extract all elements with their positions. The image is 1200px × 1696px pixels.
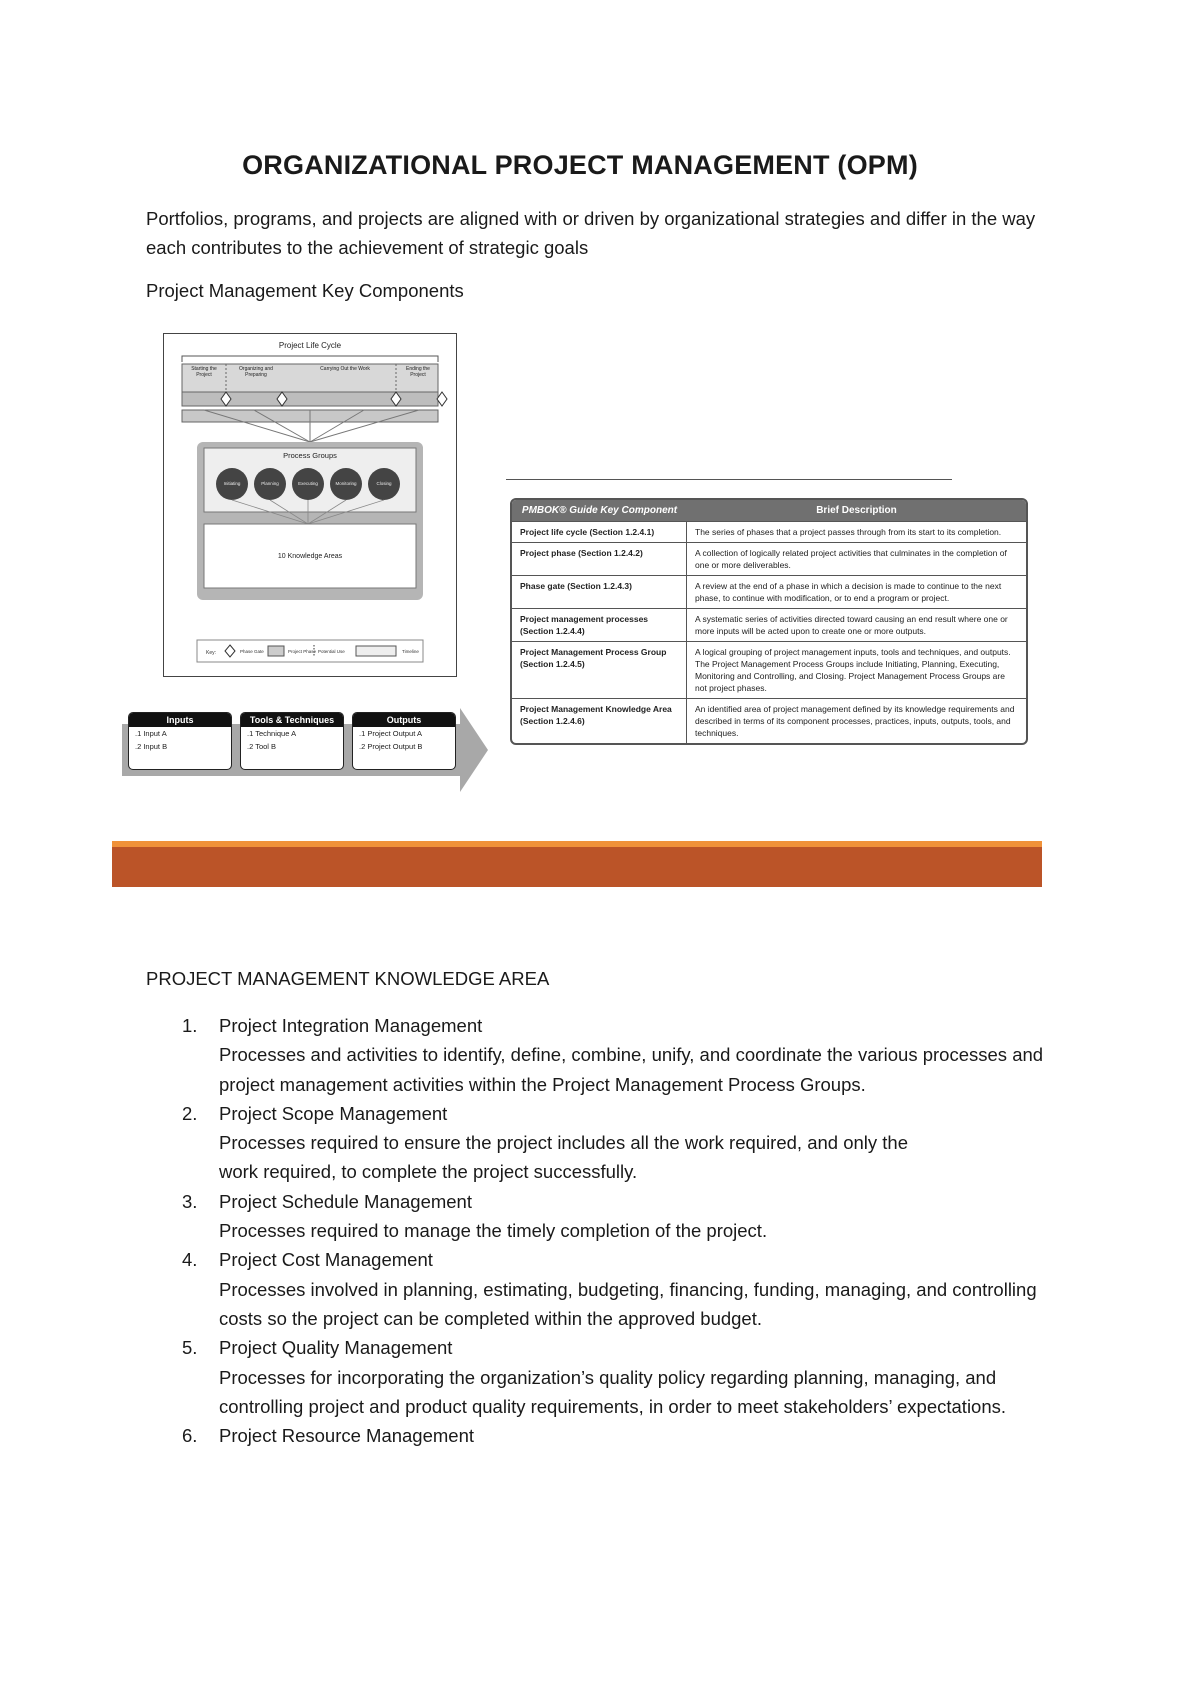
phase-labels (182, 366, 438, 386)
tools-header: Tools & Techniques (241, 713, 343, 727)
header-description: Brief Description (687, 500, 1026, 521)
list-item (146, 1245, 1066, 1333)
output-1: .1 Project Output A (359, 729, 422, 738)
row-description: A logical grouping of project management inputs, tools and techniques, and outputs. The Project Management Process Groups include Initiating, Planning, Executing, Monitoring and Controlling, and Closing. Project Management Process Groups are not project phases. (687, 641, 1026, 698)
intro-paragraph: Portfolios, programs, and projects are aligned with or driven by organizational strategies and differ in the way each contributes to the achievement of strategic goals (146, 208, 1036, 258)
row-component: Phase gate (Section 1.2.4.3) (512, 575, 687, 608)
row-description: An identified area of project management defined by its knowledge requirements and described in terms of its component processes, practices, inputs, outputs, tools, and techniques. (687, 698, 1026, 743)
row-component: Project life cycle (Section 1.2.4.1) (512, 521, 687, 542)
table-header-row (512, 500, 1026, 521)
svg-text:Phase Gate: Phase Gate (240, 649, 264, 654)
pmbok-key-components-table (510, 498, 1028, 745)
list-item (146, 1333, 1066, 1421)
table-row (512, 698, 1026, 743)
outputs-box (352, 712, 456, 770)
list-item-number: 3. (182, 1190, 198, 1212)
header-component: PMBOK® Guide Key Component (512, 500, 687, 521)
table-row (512, 575, 1026, 608)
key-label: Key: (206, 650, 217, 656)
lifecycle-title: Project Life Cycle (278, 341, 342, 350)
list-item-name: Project Quality Management (219, 1337, 453, 1359)
tool-2: .2 Tool B (247, 742, 277, 751)
process-groups-label: Process Groups (283, 451, 337, 460)
phase-label-4: Ending the Project (406, 366, 430, 378)
svg-text:Executing: Executing (298, 481, 318, 486)
list-item (146, 1187, 1066, 1246)
table-separator-line (506, 479, 952, 480)
list-item-description: Processes for incorporating the organization’s quality policy regarding planning, managing, and controlling project and product quality requirements, in order to meet stakeholders’ expectations. (219, 1366, 1007, 1417)
list-item-number: 1. (182, 1015, 198, 1036)
inputs-header: Inputs (129, 713, 231, 727)
table-row (512, 641, 1026, 698)
phase-label-2: Organizing and Preparing (239, 366, 273, 378)
row-description: A systematic series of activities directed toward causing an end result where one or more inputs will be acted upon to create one or more outputs. (687, 608, 1026, 641)
knowledge-area-heading: PROJECT MANAGEMENT KNOWLEDGE AREA (146, 968, 550, 989)
list-item-number: 2. (182, 1102, 198, 1124)
phase-label-1: Starting the Project (191, 366, 217, 378)
list-item (146, 1421, 1066, 1450)
svg-text:Planning: Planning (261, 481, 279, 486)
svg-text:Initiating: Initiating (223, 481, 241, 486)
svg-text:Project Phase: Project Phase (288, 649, 317, 654)
list-item-description: Processes involved in planning, estimating, budgeting, financing, funding, managing, and controlling costs so the project can be completed within the approved budget. (219, 1278, 1037, 1329)
tool-1: .1 Technique A (247, 729, 297, 738)
tools-box (240, 712, 344, 770)
project-life-cycle-figure (163, 333, 457, 677)
input-2: .2 Input B (135, 742, 168, 751)
row-component: Project management processes (Section 1.2.4.4) (512, 608, 687, 641)
list-item-name: Project Cost Management (219, 1249, 433, 1271)
svg-text:Closing: Closing (376, 481, 392, 486)
table-row (512, 542, 1026, 575)
row-description: A collection of logically related project activities that culminates in the completion of one or more deliverables. (687, 542, 1026, 575)
phase-label-3: Carrying Out the Work (320, 366, 370, 372)
key-project-phase-icon (268, 646, 284, 656)
list-item-name: Project Resource Management (219, 1425, 475, 1447)
list-item-number: 4. (182, 1249, 198, 1271)
row-description: The series of phases that a project passes through from its start to its completion. (687, 521, 1026, 542)
list-item-name: Project Schedule Management (219, 1190, 472, 1212)
orange-divider-bar (112, 847, 1042, 887)
outputs-header: Outputs (353, 713, 455, 727)
knowledge-areas-label: 10 Knowledge Areas (277, 553, 343, 560)
svg-text:Monitoring: Monitoring (335, 481, 357, 486)
inputs-box (128, 712, 232, 770)
list-item-number: 5. (182, 1337, 198, 1359)
page-title: ORGANIZATIONAL PROJECT MANAGEMENT (OPM) (242, 150, 918, 180)
list-item (146, 1099, 1066, 1187)
svg-text:Potential Use: Potential Use (318, 649, 345, 654)
output-2: .2 Project Output B (359, 742, 423, 751)
svg-text:Timeline: Timeline (402, 649, 419, 654)
itto-figure (120, 708, 490, 798)
list-item-number: 6. (182, 1425, 198, 1447)
row-component: Project Management Knowledge Area (Section 1.2.4.6) (512, 698, 687, 743)
list-item-description: Processes required to ensure the project includes all the work required, and only the work required, to complete the project successfully. (219, 1132, 908, 1183)
row-component: Project phase (Section 1.2.4.2) (512, 542, 687, 575)
list-item-description: Processes required to manage the timely completion of the project. (219, 1220, 768, 1242)
list-item-name: Project Scope Management (219, 1102, 448, 1124)
list-item-description: Processes and activities to identify, define, combine, unify, and coordinate the various processes and project management activities within the Project Management Process Groups. (219, 1044, 1044, 1095)
key-components-heading: Project Management Key Components (146, 280, 464, 301)
knowledge-area-list (146, 1011, 1066, 1450)
input-1: .1 Input A (135, 729, 167, 738)
row-description: A review at the end of a phase in which a decision is made to continue to the next phase, to continue with modification, or to end a program or project. (687, 575, 1026, 608)
table-row (512, 521, 1026, 542)
list-item-name: Project Integration Management (219, 1015, 483, 1036)
key-timeline-icon (356, 646, 396, 656)
list-item (146, 1011, 1066, 1099)
table-row (512, 608, 1026, 641)
row-component: Project Management Process Group (Section 1.2.4.5) (512, 641, 687, 698)
